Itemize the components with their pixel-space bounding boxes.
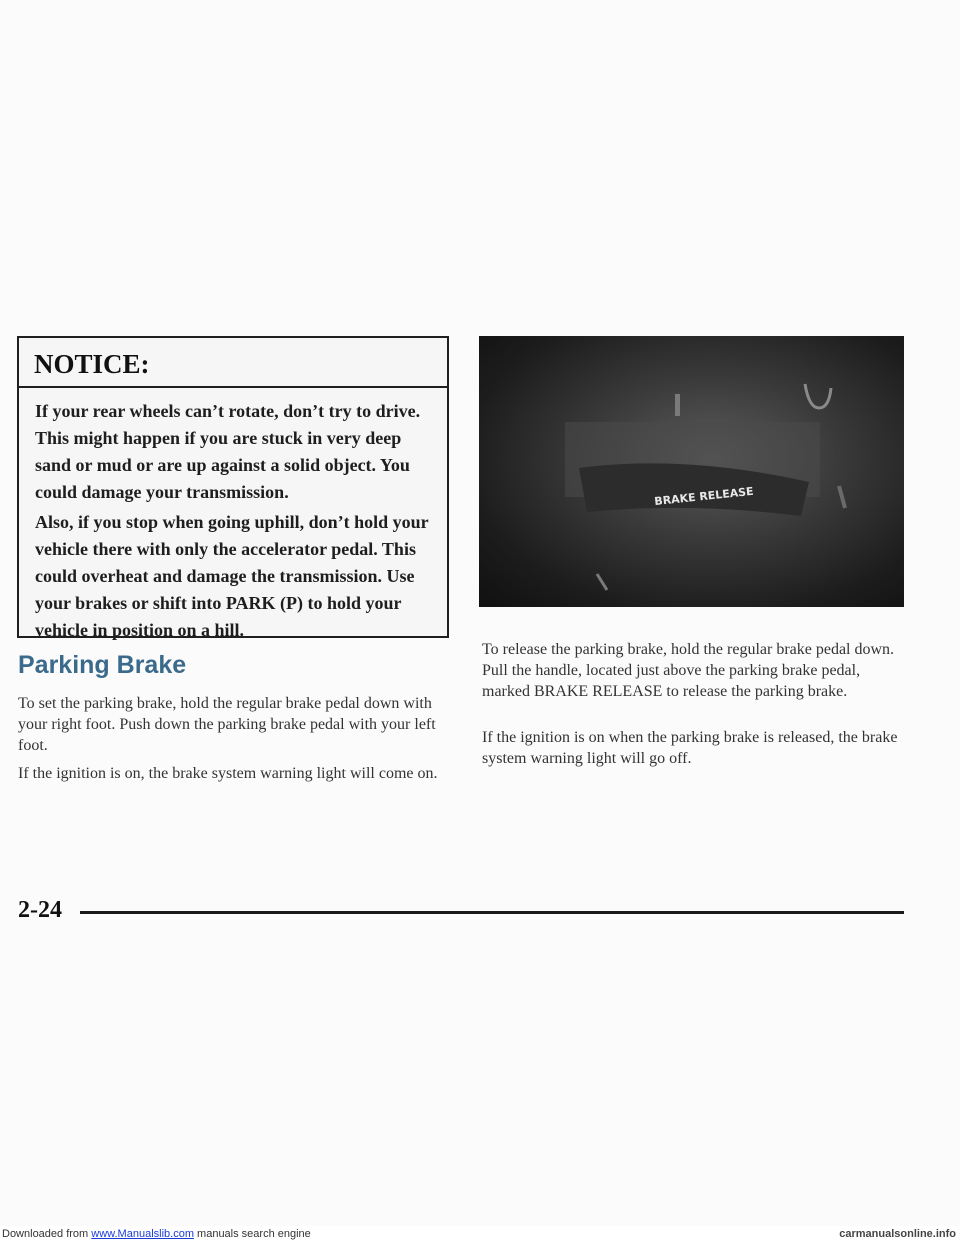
right-paragraph: To release the parking brake, hold the regular brake pedal down. Pull the handle, located just above the parking brake pedal, marked BRAKE RELEASE to release the parking brake. bbox=[482, 641, 895, 700]
handle-label: BRAKE RELEASE bbox=[653, 484, 755, 509]
notice-paragraph: If your rear wheels can’t rotate, don’t try to drive. This might happen if you are stuck in very deep sand or mud or are up against a solid object. You could damage your transmission. bbox=[35, 401, 421, 502]
brake-release-photo bbox=[479, 336, 904, 607]
download-credit bbox=[2, 1226, 311, 1242]
hook-shape bbox=[805, 384, 831, 408]
notice-paragraph: Also, if you stop when going uphill, don’t hold your vehicle there with only the accelerator pedal. This could overheat and damage the transmission. Use your brakes or shift into PARK (P) to hold your vehicle in position on a hill. bbox=[35, 512, 429, 640]
right-paragraph: If the ignition is on when the parking brake is released, the brake system warning light will go off. bbox=[482, 729, 898, 767]
left-paragraph: To set the parking brake, hold the regular brake pedal down with your right foot. Push down the parking brake pedal with your left foot. bbox=[18, 695, 436, 754]
download-suffix: manuals search engine bbox=[193, 1228, 311, 1240]
pedal-edge bbox=[597, 574, 607, 590]
section-heading: Parking Brake bbox=[18, 651, 187, 679]
notice-title: NOTICE: bbox=[19, 338, 447, 388]
left-paragraph: If the ignition is on, the brake system warning light will come on. bbox=[18, 765, 438, 782]
notice-body bbox=[19, 388, 447, 644]
watermark-text: carmanualsonline.info bbox=[839, 1228, 956, 1240]
download-bar bbox=[0, 1226, 960, 1242]
download-prefix: Downloaded from bbox=[2, 1228, 92, 1240]
notice-box bbox=[17, 336, 449, 638]
brake-release-illustration bbox=[479, 336, 904, 607]
footer-rule bbox=[80, 911, 904, 914]
side-part bbox=[839, 486, 845, 508]
manualslib-link[interactable]: www.Manualslib.com bbox=[91, 1228, 194, 1240]
page-number: 2-24 bbox=[18, 897, 62, 923]
post-shape bbox=[675, 394, 680, 416]
